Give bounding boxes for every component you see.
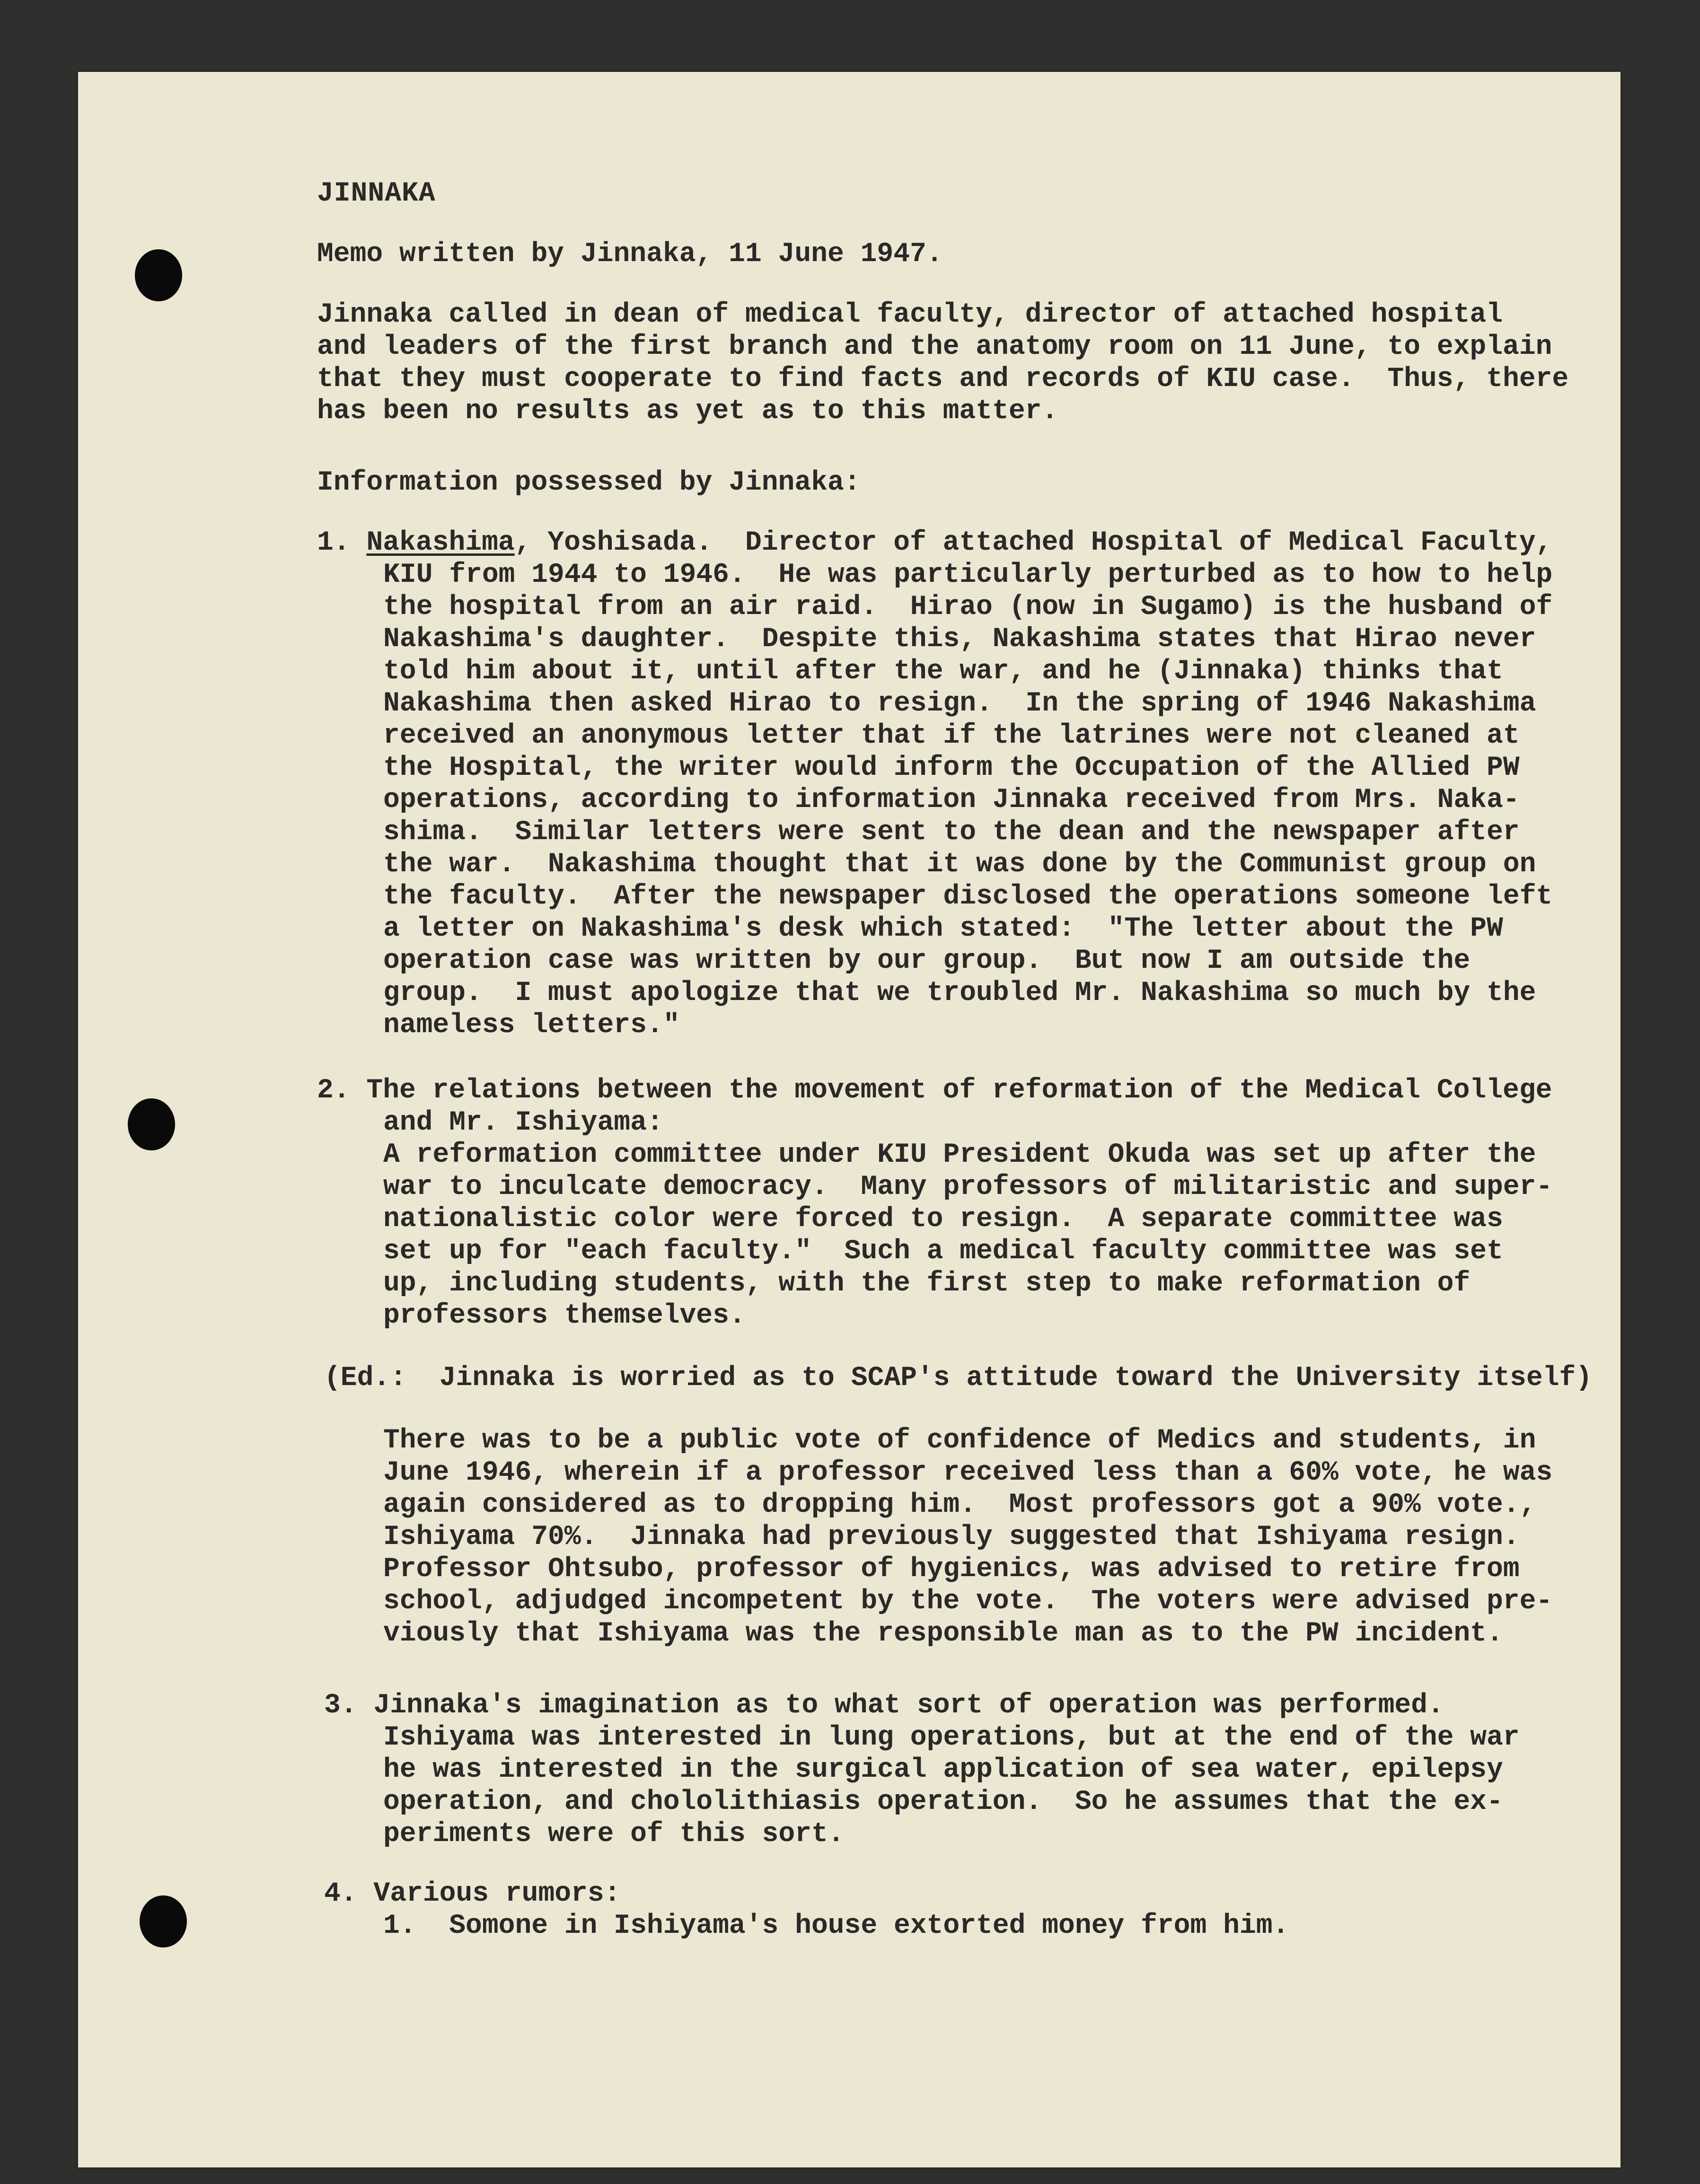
vote-line: again considered as to dropping him. Most professors got a 90% vote., bbox=[383, 1490, 1536, 1520]
item-1-line: received an anonymous letter that if the latrines were not cleaned at bbox=[383, 720, 1520, 751]
item-3-line: Ishiyama was interested in lung operations, but at the end of the war bbox=[383, 1722, 1520, 1753]
item-1-line: operations, according to information Jinnaka received from Mrs. Naka- bbox=[383, 785, 1520, 816]
memo-text: Memo written by Jinnaka, 11 June 1947. bbox=[317, 239, 943, 270]
item-2-body bbox=[317, 1107, 1552, 1332]
item-2-line: A reformation committee under KIU President Okuda was set up after the bbox=[383, 1140, 1536, 1170]
item-3-line: he was interested in the surgical application of sea water, epilepsy bbox=[383, 1754, 1503, 1785]
punch-hole-bottom bbox=[140, 1895, 187, 1947]
item-1-line: a letter on Nakashima's desk which stated: "The letter about the PW bbox=[383, 913, 1503, 944]
info-heading-text: Information possessed by Jinnaka: bbox=[317, 467, 861, 498]
intro-line: that they must cooperate to find facts and records of KIU case. Thus, there bbox=[317, 364, 1569, 395]
item-1-line: Nakashima then asked Hirao to resign. In the spring of 1946 Nakashima bbox=[383, 688, 1536, 719]
punch-hole-top bbox=[135, 249, 182, 301]
item-4-sub-item: 1. Somone in Ishiyama's house extorted money from him. bbox=[383, 1911, 1289, 1941]
vote-line: viously that Ishiyama was the responsible man as to the PW incident. bbox=[383, 1618, 1503, 1649]
item-1-line: the hospital from an air raid. Hirao (now in Sugamo) is the husband of bbox=[383, 592, 1553, 623]
editor-note bbox=[324, 1362, 1592, 1395]
intro-paragraph bbox=[317, 299, 1568, 428]
item-2-first-line: 2. The relations between the movement of reformation of the Medical College bbox=[317, 1075, 1552, 1106]
item-2-line: up, including students, with the first step to make reformation of bbox=[383, 1268, 1471, 1299]
item-3-line: operation, and chololithiasis operation. So he assumes that the ex- bbox=[383, 1787, 1503, 1817]
memo-line bbox=[317, 238, 943, 271]
intro-line: Jinnaka called in dean of medical faculty, director of attached hospital bbox=[317, 299, 1503, 330]
item-1-line: operation case was written by our group. But now I am outside the bbox=[383, 946, 1471, 976]
vote-line: Professor Ohtsubo, professor of hygienics, was advised to retire from bbox=[383, 1554, 1520, 1585]
item-1-line: Nakashima's daughter. Despite this, Nakashima states that Hirao never bbox=[383, 624, 1536, 655]
item-1-first-line bbox=[317, 527, 1552, 559]
item-4-first-line: 4. Various rumors: bbox=[324, 1878, 621, 1909]
item-2-line: nationalistic color were forced to resign. A separate committee was bbox=[383, 1204, 1503, 1235]
item-1-line: shima. Similar letters were sent to the dean and the newspaper after bbox=[383, 817, 1520, 848]
item-1 bbox=[317, 527, 1552, 1042]
item-3-first-line: 3. Jinnaka's imagination as to what sort of operation was performed. bbox=[324, 1690, 1444, 1721]
item-2-line: and Mr. Ishiyama: bbox=[383, 1107, 663, 1138]
document-heading: JINNAKA bbox=[317, 178, 436, 209]
item-1-line: nameless letters." bbox=[383, 1010, 680, 1041]
item-1-line: group. I must apologize that we troubled Mr. Nakashima so much by the bbox=[383, 978, 1536, 1009]
item-4 bbox=[324, 1878, 1289, 1942]
vote-paragraph bbox=[383, 1425, 1552, 1650]
vote-line: school, adjudged incompetent by the vote. The voters were advised pre- bbox=[383, 1586, 1553, 1617]
item-2-line: war to inculcate democracy. Many professors of militaristic and super- bbox=[383, 1172, 1553, 1202]
item-1-line: KIU from 1944 to 1946. He was particularly perturbed as to how to help bbox=[383, 560, 1553, 590]
paper-sheet bbox=[78, 72, 1621, 2167]
item-3 bbox=[324, 1690, 1520, 1851]
item-3-line: periments were of this sort. bbox=[383, 1819, 845, 1850]
item-1-body bbox=[317, 559, 1552, 1042]
item-1-line: the war. Nakashima thought that it was done by the Communist group on bbox=[383, 849, 1536, 880]
item-2-line: professors themselves. bbox=[383, 1300, 746, 1331]
item-1-line: the Hospital, the writer would inform the Occupation of the Allied PW bbox=[383, 753, 1520, 783]
punch-hole-middle bbox=[128, 1098, 175, 1150]
item-1-first-rest: , Yoshisada. Director of attached Hospital of Medical Faculty, bbox=[514, 527, 1552, 558]
item-1-line: told him about it, until after the war, and he (Jinnaka) thinks that bbox=[383, 656, 1503, 687]
item-3-body bbox=[324, 1722, 1520, 1851]
vote-line: June 1946, wherein if a professor received less than a 60% vote, he was bbox=[383, 1457, 1553, 1488]
item-1-name: Nakashima bbox=[366, 527, 515, 558]
item-1-number: 1. bbox=[317, 527, 350, 558]
item-2-line: set up for "each faculty." Such a medical faculty committee was set bbox=[383, 1236, 1503, 1267]
item-1-line: the faculty. After the newspaper disclosed the operations someone left bbox=[383, 881, 1553, 912]
vote-line: There was to be a public vote of confidence of Medics and students, in bbox=[383, 1425, 1536, 1456]
editor-note-text: (Ed.: Jinnaka is worried as to SCAP's attitude toward the University itself) bbox=[324, 1363, 1593, 1394]
intro-line: and leaders of the first branch and the anatomy room on 11 June, to explain bbox=[317, 332, 1552, 362]
item-4-body bbox=[324, 1910, 1289, 1942]
info-heading bbox=[317, 467, 861, 499]
item-2 bbox=[317, 1075, 1552, 1332]
vote-line: Ishiyama 70%. Jinnaka had previously suggested that Ishiyama resign. bbox=[383, 1522, 1520, 1552]
intro-line: has been no results as yet as to this matter. bbox=[317, 396, 1058, 427]
